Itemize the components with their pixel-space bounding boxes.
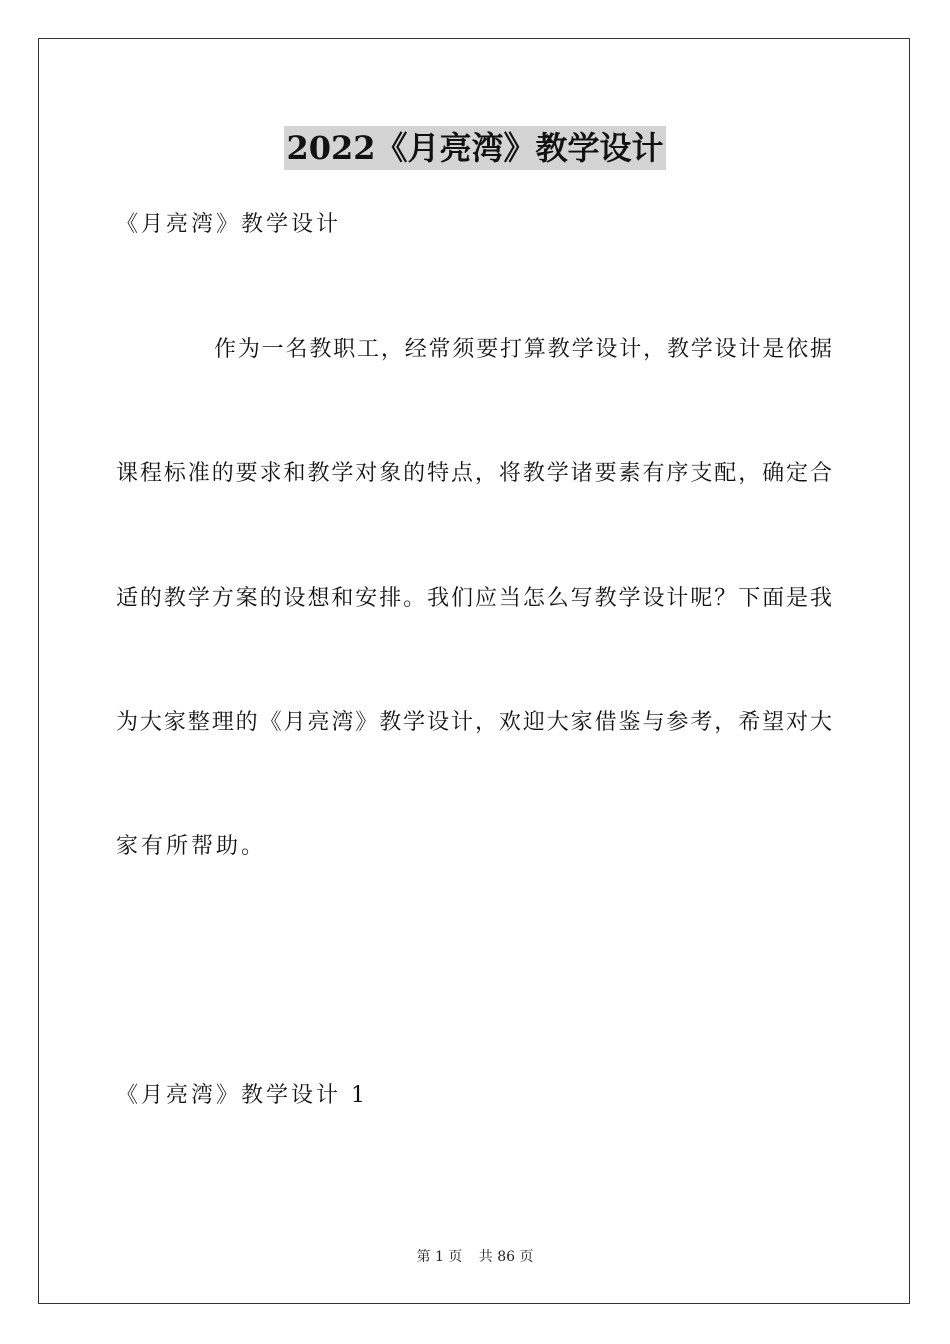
paragraph-line-4: 为大家整理的《月亮湾》教学设计，欢迎大家借鉴与参考，希望对大 bbox=[116, 710, 832, 735]
paragraph-line-5: 家有所帮助。 bbox=[116, 834, 267, 859]
paragraph-line-3: 适的教学方案的设想和安排。我们应当怎么写教学设计呢？下面是我 bbox=[116, 586, 832, 611]
page-footer bbox=[0, 1248, 950, 1266]
page-current: 第 1 页 bbox=[416, 1249, 463, 1265]
document-title: 2022《月亮湾》教学设计 bbox=[284, 126, 665, 170]
page-total: 共 86 页 bbox=[478, 1249, 534, 1265]
title-container bbox=[0, 126, 950, 170]
subtitle: 《月亮湾》教学设计 bbox=[116, 212, 342, 237]
paragraph-line-1: 作为一名教职工，经常须要打算教学设计，教学设计是依据 bbox=[214, 337, 832, 362]
section-heading: 《月亮湾》教学设计 1 bbox=[116, 1083, 368, 1108]
paragraph-line-2: 课程标准的要求和教学对象的特点，将教学诸要素有序支配，确定合 bbox=[116, 461, 832, 486]
